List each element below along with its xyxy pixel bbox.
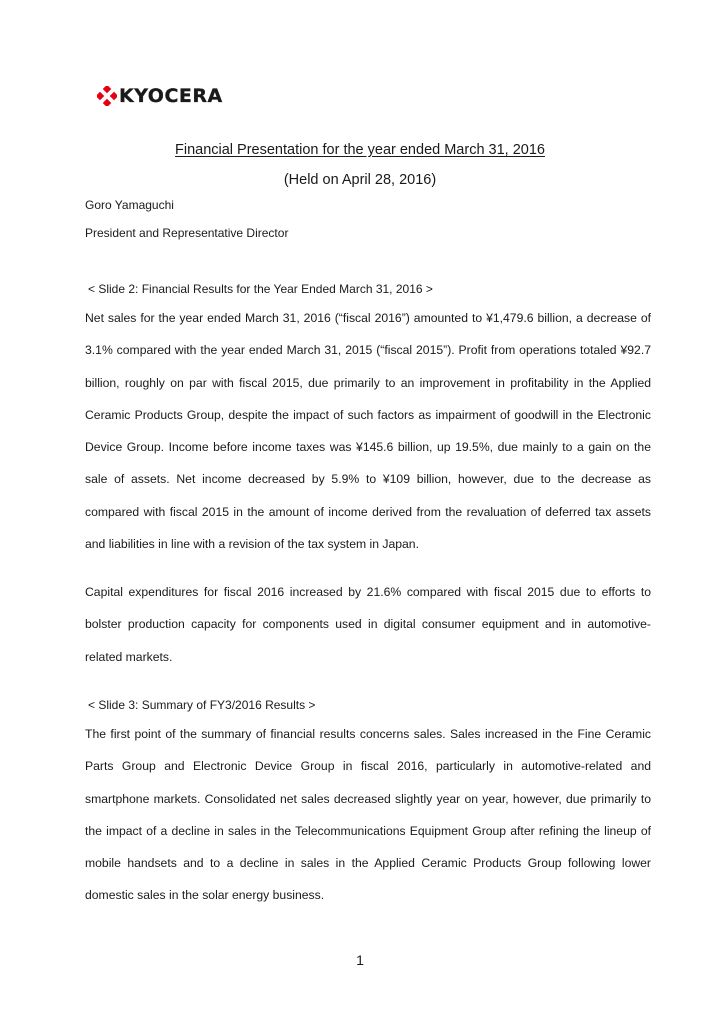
- held-date: (Held on April 28, 2016): [283, 172, 437, 188]
- section-heading-slide-3: < Slide 3: Summary of FY3/2016 Results >: [88, 698, 316, 712]
- paragraph-slide-3-summary: The first point of the summary of financial results concerns sales. Sales increased in the Fine Ceramic Parts Group and Electronic Device Group in fiscal 2016, particularly in automotive-related and smartphone markets. Consolidated net sales decreased slightly year on year, however, due primarily to the impact of a decline in sales in the Telecommunications Equipment Group after refining the lineup of mobile handsets and to a decline in sales in the Applied Ceramic Products Group following lower domestic sales in the solar energy business.: [85, 727, 651, 903]
- author-name: Goro Yamaguchi: [85, 198, 174, 212]
- document-title: Financial Presentation for the year ended March 31, 2016: [175, 142, 545, 158]
- author-role: President and Representative Director: [85, 226, 289, 240]
- section-heading-slide-2: < Slide 2: Financial Results for the Year Ended March 31, 2016 >: [88, 282, 433, 296]
- paragraph-slide-2-capex: Capital expenditures for fiscal 2016 increased by 21.6% compared with fiscal 2015 due to efforts to bolster production capacity for components used in digital consumer equipment and in automotive-related markets.: [85, 585, 651, 664]
- logo-wordmark: KYOCERA: [119, 85, 223, 107]
- paragraph-slide-2-results: Net sales for the year ended March 31, 2016 (“fiscal 2016”) amounted to ¥1,479.6 billion, a decrease of 3.1% compared with the year ended March 31, 2015 (“fiscal 2015”). Profit from operations totaled ¥92.7 billion, roughly on par with fiscal 2015, due primarily to an improvement in profitability in the Applied Ceramic Products Group, despite the impact of such factors as impairment of goodwill in the Electronic Device Group. Income before income taxes was ¥145.6 billion, up 19.5%, due mainly to a gain on the sale of assets. Net income decreased by 5.9% to ¥109 billion, however, due to the decrease as compared with fiscal 2015 in the amount of income derived from the revaluation of deferred tax assets and liabilities in line with a revision of the tax system in Japan.: [85, 311, 651, 551]
- kyocera-logo: [97, 84, 223, 108]
- page-number: 1: [356, 952, 364, 968]
- kyocera-logo-icon: [97, 86, 117, 106]
